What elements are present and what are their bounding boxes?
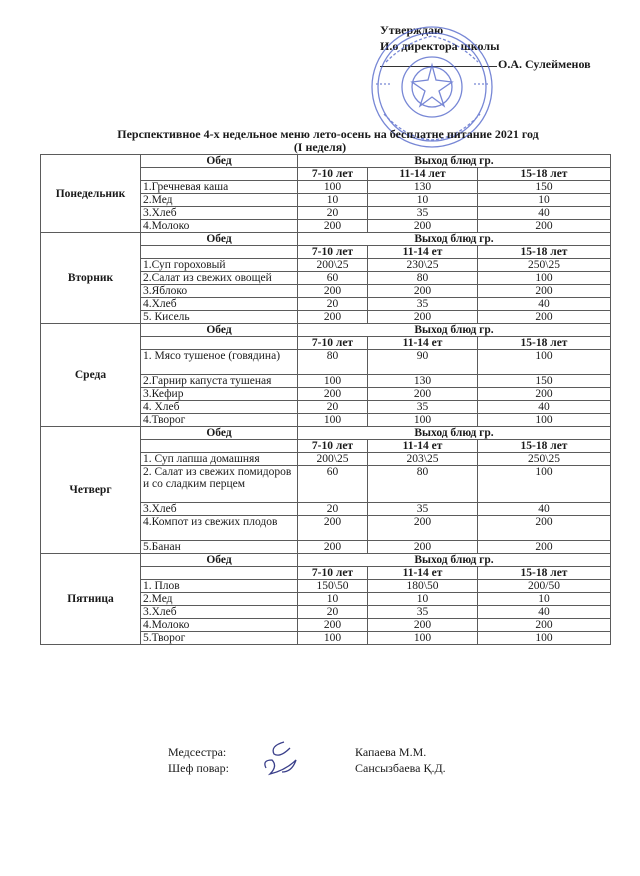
output-header: Выход блюд гр. <box>298 324 611 337</box>
portion-value: 200 <box>478 388 611 401</box>
portion-value: 200 <box>368 388 478 401</box>
portion-value: 200 <box>368 619 478 632</box>
handwritten-signature <box>256 738 304 778</box>
portion-value: 80 <box>368 466 478 503</box>
portion-value: 35 <box>368 298 478 311</box>
week-label: (I неделя) <box>293 140 347 154</box>
table-header-row <box>41 155 611 168</box>
table-header-row <box>41 427 611 440</box>
dish-header: Обед <box>141 155 298 168</box>
age-header: 11-14 ет <box>368 246 478 259</box>
portion-value: 200/50 <box>478 580 611 593</box>
portion-value: 200 <box>298 516 368 541</box>
portion-value: 200 <box>478 285 611 298</box>
dish-header: Обед <box>141 233 298 246</box>
portion-value: 150 <box>478 181 611 194</box>
portion-value: 40 <box>478 606 611 619</box>
portion-value: 200\25 <box>298 259 368 272</box>
document-title: Перспективное 4-х недельное меню лето-осень на бесплатне питание 2021 год <box>117 127 539 141</box>
dish-name: 3.Кефир <box>141 388 298 401</box>
portion-value: 200 <box>298 619 368 632</box>
dish-name: 5.Банан <box>141 541 298 554</box>
dish-name: 5.Творог <box>141 632 298 645</box>
portion-value: 150\50 <box>298 580 368 593</box>
portion-value: 20 <box>298 401 368 414</box>
dish-header: Обед <box>141 324 298 337</box>
age-header: 7-10 лет <box>298 168 368 181</box>
portion-value: 60 <box>298 272 368 285</box>
dish-name: 1. Суп лапша домашняя <box>141 453 298 466</box>
portion-value: 10 <box>298 593 368 606</box>
portion-value: 250\25 <box>478 259 611 272</box>
output-header: Выход блюд гр. <box>298 155 611 168</box>
footer-names <box>355 744 446 776</box>
footer-roles <box>168 744 229 776</box>
dish-header: Обед <box>141 554 298 567</box>
nurse-name: Капаева М.М. <box>355 745 427 759</box>
portion-value: 10 <box>478 593 611 606</box>
portion-value: 100 <box>298 181 368 194</box>
dish-name: 4. Хлеб <box>141 401 298 414</box>
nurse-label: Медсестра: <box>168 745 227 759</box>
table-header-row <box>41 554 611 567</box>
output-header: Выход блюд гр. <box>298 554 611 567</box>
approval-position: И.о директора школы <box>380 39 500 53</box>
dish-name: 2.Мед <box>141 194 298 207</box>
portion-value: 203\25 <box>368 453 478 466</box>
portion-value: 40 <box>478 207 611 220</box>
dish-name: 1. Мясо тушеное (говядина) <box>141 350 298 375</box>
portion-value: 200 <box>368 311 478 324</box>
director-name: О.А. Сулейменов <box>498 57 591 71</box>
dish-header: Обед <box>141 427 298 440</box>
portion-value: 180\50 <box>368 580 478 593</box>
age-header: 11-14 ет <box>368 337 478 350</box>
dish-name: 4.Хлеб <box>141 298 298 311</box>
dish-name: 1. Плов <box>141 580 298 593</box>
portion-value: 100 <box>298 632 368 645</box>
age-header: 11-14 лет <box>368 168 478 181</box>
dish-name: 2. Салат из свежих помидоров и со сладким перцем <box>141 466 298 503</box>
portion-value: 20 <box>298 606 368 619</box>
portion-value: 10 <box>368 194 478 207</box>
portion-value: 200 <box>478 311 611 324</box>
portion-value: 60 <box>298 466 368 503</box>
portion-value: 150 <box>478 375 611 388</box>
portion-value: 200 <box>478 516 611 541</box>
chef-label: Шеф повар: <box>168 761 229 775</box>
dish-name: 2.Мед <box>141 593 298 606</box>
age-header: 15-18 лет <box>478 168 611 181</box>
dish-name: 2.Салат из свежих овощей <box>141 272 298 285</box>
age-header: 11-14 ет <box>368 567 478 580</box>
portion-value: 10 <box>298 194 368 207</box>
portion-value: 40 <box>478 401 611 414</box>
age-header: 7-10 лет <box>298 567 368 580</box>
age-header: 11-14 ет <box>368 440 478 453</box>
dish-name: 1.Гречневая каша <box>141 181 298 194</box>
portion-value: 200 <box>298 285 368 298</box>
portion-value: 200 <box>478 541 611 554</box>
portion-value: 130 <box>368 375 478 388</box>
dish-name: 4.Компот из свежих плодов <box>141 516 298 541</box>
day-label: Вторник <box>41 233 141 324</box>
portion-value: 100 <box>298 375 368 388</box>
dish-name: 3.Хлеб <box>141 207 298 220</box>
dish-name: 3.Яблоко <box>141 285 298 298</box>
age-header: 15-18 лет <box>478 440 611 453</box>
dish-name: 1.Суп гороховый <box>141 259 298 272</box>
portion-value: 100 <box>368 414 478 427</box>
dish-name: 3.Хлеб <box>141 503 298 516</box>
dish-name: 2.Гарнир капуста тушеная <box>141 375 298 388</box>
dish-name: 5. Кисель <box>141 311 298 324</box>
chef-name: Сансызбаева Қ.Д. <box>355 761 446 775</box>
age-header: 15-18 лет <box>478 246 611 259</box>
portion-value: 200 <box>298 311 368 324</box>
portion-value: 35 <box>368 401 478 414</box>
dish-name: 3.Хлеб <box>141 606 298 619</box>
portion-value: 10 <box>368 593 478 606</box>
day-label: Понедельник <box>41 155 141 233</box>
portion-value: 20 <box>298 503 368 516</box>
output-header: Выход блюд гр. <box>298 233 611 246</box>
dish-name: 4.Творог <box>141 414 298 427</box>
dish-name: 4.Молоко <box>141 619 298 632</box>
day-label: Четверг <box>41 427 141 554</box>
portion-value: 10 <box>478 194 611 207</box>
age-header: 15-18 лет <box>478 567 611 580</box>
output-header: Выход блюд гр. <box>298 427 611 440</box>
portion-value: 80 <box>298 350 368 375</box>
table-header-row <box>41 324 611 337</box>
portion-value: 200 <box>478 220 611 233</box>
portion-value: 200 <box>368 220 478 233</box>
portion-value: 230\25 <box>368 259 478 272</box>
portion-value: 100 <box>478 632 611 645</box>
day-label: Среда <box>41 324 141 427</box>
dish-name: 4.Молоко <box>141 220 298 233</box>
portion-value: 40 <box>478 298 611 311</box>
portion-value: 200 <box>298 541 368 554</box>
portion-value: 200 <box>368 285 478 298</box>
portion-value: 200\25 <box>298 453 368 466</box>
age-header: 15-18 лет <box>478 337 611 350</box>
table-header-row <box>41 233 611 246</box>
portion-value: 35 <box>368 606 478 619</box>
portion-value: 250\25 <box>478 453 611 466</box>
portion-value: 130 <box>368 181 478 194</box>
portion-value: 100 <box>368 632 478 645</box>
portion-value: 100 <box>298 414 368 427</box>
day-label: Пятница <box>41 554 141 645</box>
menu-table <box>40 154 611 645</box>
portion-value: 200 <box>478 619 611 632</box>
approval-title: Утверждаю <box>380 23 444 37</box>
portion-value: 100 <box>478 272 611 285</box>
portion-value: 20 <box>298 298 368 311</box>
portion-value: 35 <box>368 503 478 516</box>
age-header: 7-10 лет <box>298 440 368 453</box>
portion-value: 100 <box>478 466 611 503</box>
portion-value: 35 <box>368 207 478 220</box>
portion-value: 200 <box>368 516 478 541</box>
age-header: 7-10 лет <box>298 337 368 350</box>
portion-value: 100 <box>478 414 611 427</box>
portion-value: 40 <box>478 503 611 516</box>
portion-value: 20 <box>298 207 368 220</box>
portion-value: 100 <box>478 350 611 375</box>
portion-value: 200 <box>298 388 368 401</box>
portion-value: 200 <box>298 220 368 233</box>
portion-value: 90 <box>368 350 478 375</box>
portion-value: 80 <box>368 272 478 285</box>
age-header: 7-10 лет <box>298 246 368 259</box>
portion-value: 200 <box>368 541 478 554</box>
